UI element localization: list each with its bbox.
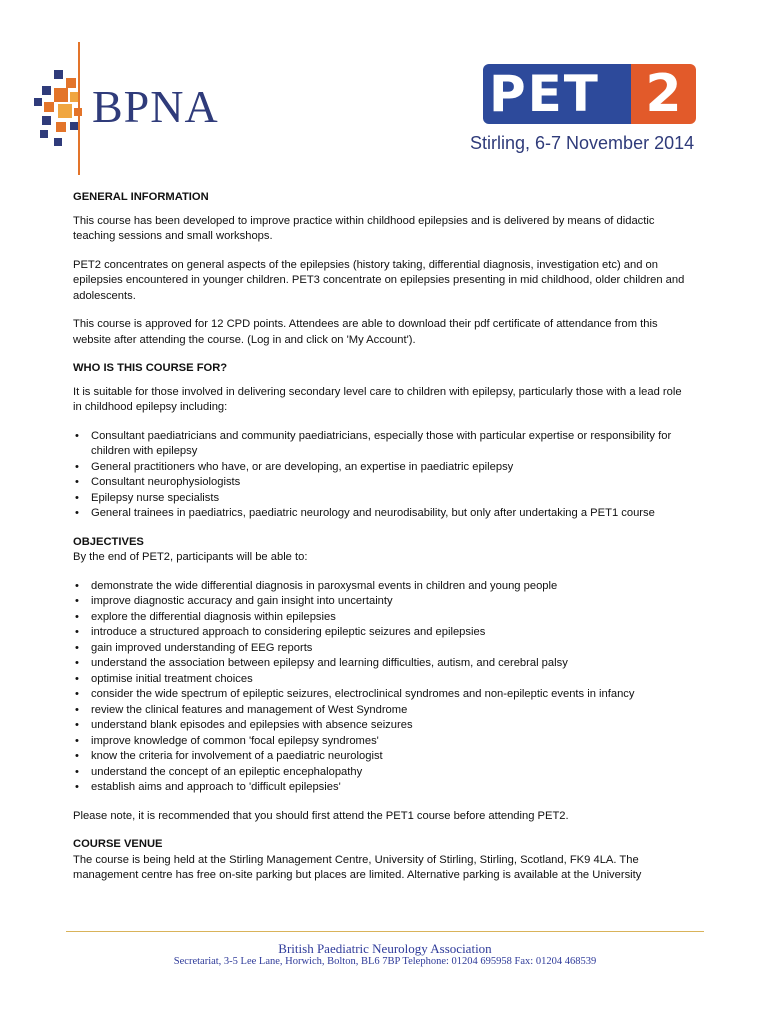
- logo-square: [44, 102, 54, 112]
- list-item: • understand blank episodes and epilepsies with absence seizures: [73, 718, 693, 734]
- logo-square: [40, 130, 48, 138]
- venue-text: The course is being held at the Stirling Management Centre, University of Stirling, Stirling, Scotland, FK9 4LA. The management centre has free on-site parking but places are limited. Alternative parking is available at the University: [73, 853, 642, 881]
- footer-organisation: British Paediatric Neurology Association: [278, 941, 492, 956]
- footer-divider: [66, 931, 704, 932]
- objectives-list: [73, 579, 693, 796]
- footer-address: Secretariat, 3-5 Lee Lane, Horwich, Bolton, BL6 7BP Telephone: 01204 695958 Fax: 01204 468539: [173, 956, 597, 967]
- list-item: • introduce a structured approach to considering epileptic seizures and epilepsies: [73, 625, 693, 641]
- list-item: • Consultant neurophysiologists: [73, 475, 693, 491]
- logo-square: [54, 138, 62, 146]
- pet-logo-text: PET: [489, 65, 600, 123]
- section-heading-who-for: WHO IS THIS COURSE FOR?: [73, 362, 228, 374]
- main-content: [73, 190, 693, 884]
- pet-logo-number-box: [631, 64, 696, 124]
- audience-list: [73, 429, 693, 522]
- list-item: • Epilepsy nurse specialists: [73, 491, 693, 507]
- general-info-paragraph: This course has been developed to improve practice within childhood epilepsies and is delivered by means of didactic teaching sessions and small workshops.: [73, 214, 655, 242]
- logo-square: [42, 86, 51, 95]
- general-info-paragraph: PET2 concentrates on general aspects of the epilepsies (history taking, differential diagnosis, investigation etc) and on epilepsies encountered in younger children. PET3 concentrate on epilepsies presenting in mid childhood, older children and adolescents.: [73, 258, 685, 302]
- list-item: • General practitioners who have, or are developing, an expertise in paediatric epilepsy: [73, 460, 693, 476]
- list-item: • improve knowledge of common 'focal epilepsy syndromes': [73, 734, 693, 750]
- list-item: • understand the concept of an epileptic encephalopathy: [73, 765, 693, 781]
- pet-logo-number: 2: [645, 64, 682, 124]
- event-location-date: Stirling, 6-7 November 2014: [470, 133, 695, 153]
- list-item: • explore the differential diagnosis within epilepsies: [73, 610, 693, 626]
- pet1-recommendation-note: Please note, it is recommended that you should first attend the PET1 course before attending PET2.: [73, 809, 569, 822]
- logo-square: [70, 122, 78, 130]
- section-heading-general-information: GENERAL INFORMATION: [73, 191, 209, 203]
- list-item: • gain improved understanding of EEG reports: [73, 641, 693, 657]
- logo-square: [56, 122, 66, 132]
- logo-square: [66, 78, 76, 88]
- list-item: • review the clinical features and management of West Syndrome: [73, 703, 693, 719]
- bpna-divider: [78, 42, 80, 175]
- list-item: • understand the association between epilepsy and learning difficulties, autism, and cerebral palsy: [73, 656, 693, 672]
- logo-square: [42, 116, 51, 125]
- section-heading-course-venue: COURSE VENUE: [73, 838, 163, 850]
- list-item: • optimise initial treatment choices: [73, 672, 693, 688]
- logo-square: [58, 104, 72, 118]
- pet-logo-box: [483, 64, 631, 124]
- list-item: • consider the wide spectrum of epileptic seizures, electroclinical syndromes and non-epileptic events in infancy: [73, 687, 693, 703]
- bpna-wordmark: BPNA: [92, 81, 219, 132]
- objectives-intro: By the end of PET2, participants will be able to:: [73, 551, 308, 563]
- list-item: • establish aims and approach to 'difficult epilepsies': [73, 780, 693, 796]
- logo-square: [54, 70, 63, 79]
- who-for-intro: It is suitable for those involved in delivering secondary level care to children with epilepsy, particularly those with a lead role in childhood epilepsy including:: [73, 385, 682, 413]
- list-item: • demonstrate the wide differential diagnosis in paroxysmal events in children and young people: [73, 579, 693, 595]
- list-item: • General trainees in paediatrics, paediatric neurology and neurodisability, but only after undertaking a PET1 course: [73, 506, 693, 522]
- list-item: • know the criteria for involvement of a paediatric neurologist: [73, 749, 693, 765]
- logo-square: [34, 98, 42, 106]
- general-info-paragraph: This course is approved for 12 CPD points. Attendees are able to download their pdf certificate of attendance from this website after attending the course. (Log in and click on 'My Account').: [73, 318, 658, 346]
- list-item: • Consultant paediatricians and community paediatricians, especially those with particular expertise or responsibility for children with epilepsy: [73, 429, 693, 460]
- section-heading-objectives: OBJECTIVES: [73, 535, 144, 548]
- pet2-logo: [483, 64, 696, 124]
- list-item: • improve diagnostic accuracy and gain insight into uncertainty: [73, 594, 693, 610]
- logo-square: [54, 88, 68, 102]
